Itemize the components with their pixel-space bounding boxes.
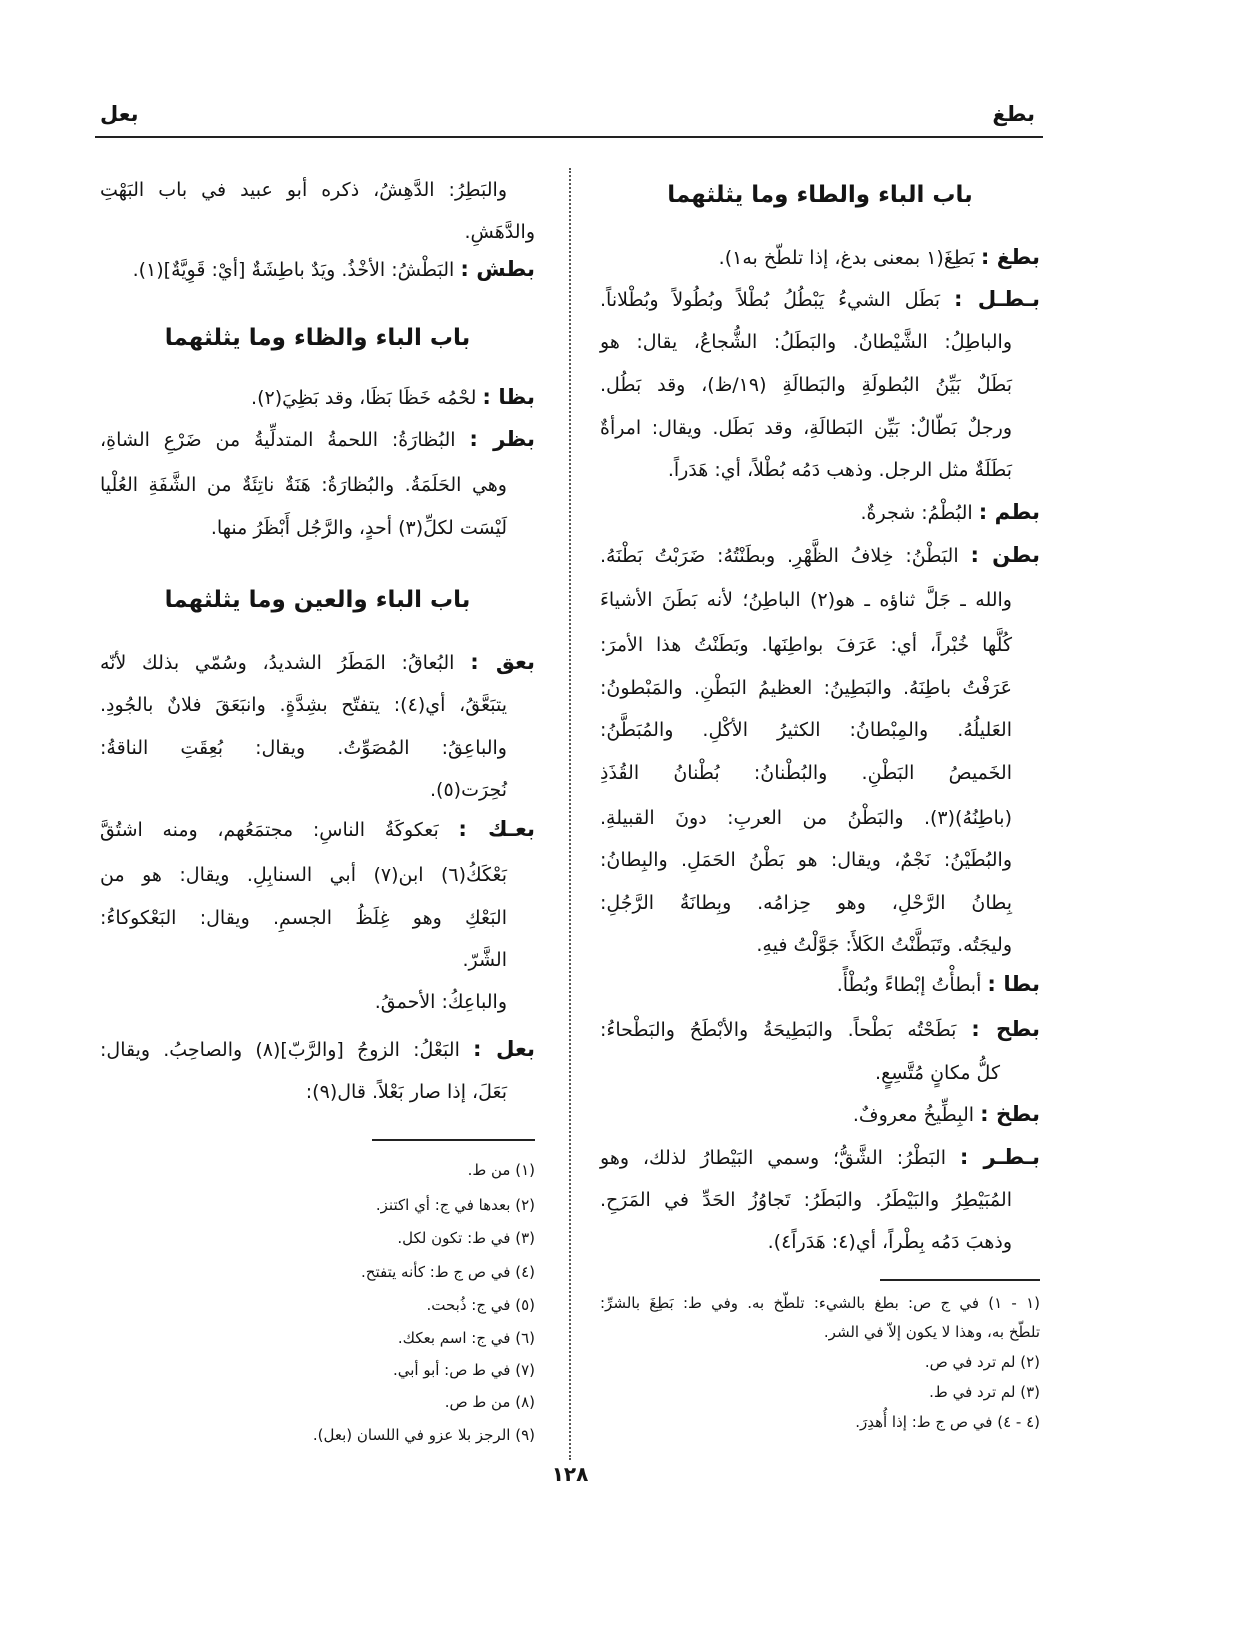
footnote: (١ - ١) في ج ص: بطغ بالشيء: تلطّخ به. وفي ط: بَطِغَ بالشرِّ: [600,1294,1040,1312]
entry-text: بَطِغَ(١ بمعنى بدغ، إذا تلطّخ به١). [718,247,975,269]
entry-line: والدَّهَشِ. [464,221,535,243]
column-separator [569,168,571,1460]
footnote: (٢) بعدها في ج: أي اكتنز. [375,1196,535,1214]
entry-line: ورجلٌ بَطّالٌ: بَيِّن البَطالَةِ، وقد بَطَل. ويقال: امرأةٌ [600,417,1012,439]
entry-text: بَعكوكَةُ الناسِ: مجتمَعُهم، ومنه اشتُقَّ [100,819,439,841]
headword: بطش : [460,257,535,282]
entry-line: نُحِرَت(٥). [429,779,507,801]
footnote: (٣) لم ترد في ط. [929,1383,1040,1401]
entry-line: العَليلُهُ. والمِبْطانُ: الكثيرُ الأكْلِ. والمُبَطَّنُ: [600,719,1012,741]
footnote-rule [880,1279,1040,1281]
section-title: باب الباء والطاء وما يثلثهما [667,182,973,208]
headword: بطخ : [980,1102,1040,1127]
entry-line [600,1012,1040,1048]
footnote: (٣) في ط: تكون لكل. [397,1229,535,1247]
entry-line [100,380,535,416]
entry-line: البَعْكِ وهو غِلَظُ الجسمِ. ويقال: البَعْكوكاءُ: [100,907,507,929]
entry-line [100,1032,535,1068]
headword: بظا : [482,385,535,410]
entry-line: يتبَعَّقُ، أي(٤): يتفتّح بشِدَّةٍ. وانبَعَقَ فلانٌ بالجُودِ. [100,694,507,716]
entry-text: البِطِّيخُ معروفٌ. [852,1104,975,1126]
entry-text: البُظارَةُ: اللحمةُ المتدلِّيةُ من ضَرْعِ الشاةِ، [100,429,456,451]
entry-text: البَعْلُ: الزوجُ [والرَّبّ](٨) والصاحِبُ. ويقال: [100,1039,460,1061]
footnote: (٥) في ج: ذُبحت. [426,1296,535,1314]
entry-text: بَطَل الشيءُ يَبْطُلُ بُطْلاً وبُطُولاً وبُطْلاناً. [600,289,941,311]
footnote: (٤) في ص ج ط: كأنه يتفتح. [361,1263,535,1281]
entry-line: الشَّرّ. [462,949,507,971]
headword: بطح : [971,1017,1040,1042]
entry-text: أبطأْتُ إبْطاءً وبُطْأً. [836,974,982,996]
entry-line: والباعِكُ: الأحمقُ. [374,991,507,1013]
section-title: باب الباء والعين وما يثلثهما [164,587,471,613]
entry-line: والبَطِرُ: الدَّهِشُ، ذكره أبو عبيد في باب البَهْتِ [100,179,507,201]
entry-line: وهي الحَلَمَةُ. والبُظارَةُ: هَنَةٌ ناتِئَةٌ من الشَّفَةِ العُلْيا [100,474,507,496]
entry-text: البُعاقُ: المَطَرُ الشديدُ، وسُمّي بذلك لأنّه [100,652,455,674]
running-header-right: بطغ [992,102,1035,126]
entry-line: بِطانُ الرَّحْلِ، وهو حِزامُه. وبِطانَةُ الرَّجُلِ: [600,892,1012,914]
footnote: (٢) لم ترد في ص. [924,1353,1040,1371]
footnote: تلطّخ به، وهذا لا يكون إلاّ في الشر. [823,1323,1040,1341]
footnote: (٧) في ط ص: أبو أبي. [392,1361,535,1379]
entry-line: عَرَفْتُ باطِنَهُ. والبَطِينُ: العظيمُ البَطْنِ. والمَبْطونُ: [600,677,1012,699]
entry-line [600,538,1040,574]
section-title: باب الباء والظاء وما يثلثهما [164,325,471,351]
page-number: ١٢٨ [551,1462,589,1486]
entry-line [600,495,1040,531]
entry-line: (باطِنُهُ)(٣). والبَطْنُ من العربِ: دونَ القبيلةِ. [600,807,1012,829]
entry-line: بَعَلَ، إذا صار بَعْلاً. قال(٩): [305,1081,507,1103]
footnote: (١) من ط. [467,1161,535,1179]
entry-line: والبُطَيْنُ: نَجْمٌ، ويقال: هو بَطْنُ الحَمَلِ. والبِطانُ: [600,849,1012,871]
headword: بعق : [470,650,535,675]
entry-text: البُطْمُ: شجرةٌ. [860,502,973,524]
headword: بعل : [473,1037,535,1062]
entry-line: والباطِلُ: الشَّيْطانُ. والبَطَلُ: الشُّجاعُ، يقال: هو [600,331,1012,353]
entry-line [600,967,1040,1003]
footnote-rule [372,1139,535,1141]
headword: بـطـر : [959,1145,1040,1170]
entry-line: بَطَلَةٌ مثل الرجل. وذهب دَمُه بُطْلاً، أي: هَدَراً. [667,459,1012,481]
header-rule [95,136,1043,138]
entry-text: لحْمُه خَظَا بَظَا، وقد بَظِيَ(٢). [251,387,477,409]
entry-line [600,1097,1040,1133]
entry-line: بَطَلٌ بَيِّنُ البُطولَةِ والبَطالَةِ (١٩/ظ)، وقد بَطُل. [600,374,1012,396]
headword: بطم : [978,500,1040,525]
headword: بطا : [987,972,1040,997]
entry-text: بَطَحْتُه بَطْحاً. والبَطِيحَةُ والأبْطَحُ والبَطْحاءُ: [600,1019,957,1041]
entry-line [600,1140,1040,1176]
entry-line: وذهبَ دَمُه بِطْراً، أي(٤: هَدَراً٤). [767,1231,1012,1253]
entry-line [100,645,535,681]
entry-line [600,240,1040,276]
entry-line: والباعِقُ: المُصَوِّتُ. ويقال: بُعِقَتِ الناقةُ: [100,737,507,759]
headword: بطن : [970,543,1041,568]
entry-line: المُبَيْطِرُ والبَيْطَرُ. والبَطَرُ: تَجاوُزُ الحَدِّ في المَرَحِ. [600,1189,1012,1211]
entry-line: بَعْكَكُ(٦) ابن(٧) أبي السنابِلِ. ويقال: هو من [100,864,507,886]
entry-line [100,422,535,458]
entry-line [100,812,535,848]
entry-line [600,282,1040,318]
headword: بعـك : [458,817,536,842]
footnote: (٩) الرجز بلا عزو في اللسان (بعل). [312,1426,535,1444]
headword: بطغ : [980,245,1040,270]
footnote: (٤ - ٤) في ص ج ط: إذا أُهدِرَ. [855,1413,1040,1431]
entry-text: البَطْرُ: الشَّقُّ؛ وسمي البَيْطارُ لذلك، وهو [600,1147,946,1169]
footnote: (٨) من ط ص. [444,1393,535,1411]
entry-line: الخَميصُ البَطْنِ. والبُطْنانُ: بُطْنانُ القُذَذِ [600,762,1012,784]
headword: بـطـل : [953,287,1040,312]
entry-line: كلُّ مكانٍ مُتَّسِعٍ. [875,1062,1000,1084]
entry-line: كُلَّها خُبْراً، أي: عَرَفَ بواطِنَها. وبَطَنْتُ هذا الأمرَ: [600,634,1012,656]
headword: بظر : [469,427,536,452]
entry-line: والله ـ جَلَّ ثناؤه ـ هو(٢) الباطِنُ؛ لأنه بَطَنَ الأشياءَ [600,589,1012,611]
entry-text: البَطْنُ: خِلافُ الظَّهْرِ. وبطَنْتُهُ: ضَرَبْتُ بَطْنَهُ. [600,545,959,567]
entry-text: البَطْشُ: الأخْذُ. ويَدٌ باطِشَةٌ [أيْ: قَوِيَّةٌ](١). [132,259,455,281]
entry-line: وليجَتُه. وتَبَطَّنْتُ الكَلأَ: جَوَّلْتُ فيهِ. [756,934,1012,956]
entry-line [100,252,535,288]
entry-line: لَيْسَت لكلِّ(٣) أحدٍ، والرَّجُل أَبْظَرُ منها. [210,517,507,539]
running-header-left: بعل [100,102,139,126]
footnote: (٦) في ج: اسم بعكك. [397,1329,535,1347]
